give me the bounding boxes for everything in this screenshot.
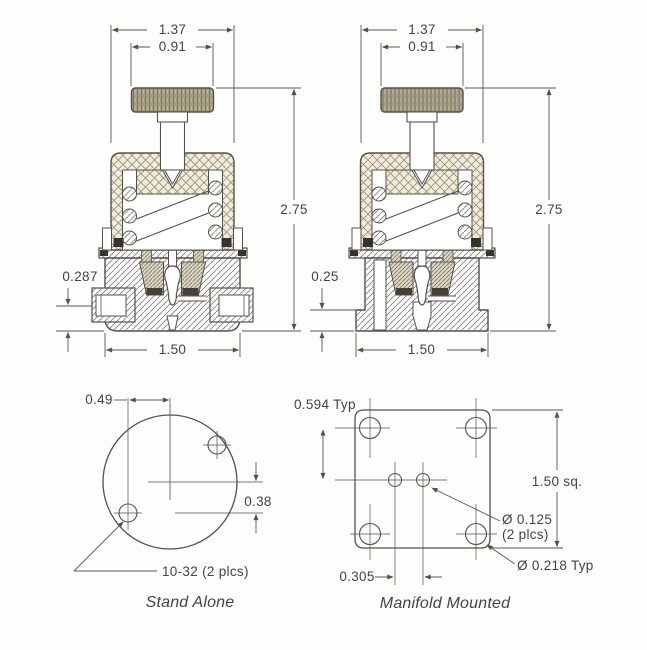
dim-overall-width-right: 1.37 [408, 22, 436, 37]
caption-stand-alone: Stand Alone [145, 594, 235, 611]
label-thread-size: 10-32 (2 plcs) [162, 564, 249, 579]
dim-square-size: 1.50 sq. [531, 474, 583, 489]
label-corner-hole-diameter: Ø 0.218 Typ [517, 558, 594, 573]
dim-port-height-left: 0.287 [62, 269, 98, 284]
dim-overall-width-left: 1.37 [158, 22, 187, 37]
dim-height-left: 2.75 [280, 202, 308, 217]
dim-hole-offset-y: 0.38 [244, 494, 272, 509]
label-small-hole-diameter: Ø 0.125 [502, 512, 553, 527]
caption-manifold-mounted: Manifold Mounted [379, 595, 511, 612]
label-small-hole-places: (2 plcs) [502, 527, 549, 542]
bottom-view-stand-alone [74, 392, 272, 611]
dim-base-width-right: 1.50 [407, 342, 436, 357]
dim-height-right: 2.75 [535, 202, 563, 217]
valve-upper-section [352, 88, 492, 250]
dim-hole-pitch: 0.594 Typ [294, 397, 356, 412]
dim-port-spacing: 0.305 [339, 569, 375, 584]
valve-upper-section [103, 88, 243, 250]
front-view-manifold [310, 22, 563, 357]
dim-base-width-left: 1.50 [158, 342, 187, 357]
dim-hole-offset-x: 0.49 [85, 392, 113, 407]
front-view-stand-alone [56, 22, 308, 357]
dim-step-height-right: 0.25 [311, 269, 339, 284]
manifold-supply-passage [374, 260, 386, 330]
dim-knob-width-left: 0.91 [158, 39, 187, 54]
dim-knob-width-right: 0.91 [408, 39, 436, 54]
bottom-view-manifold [294, 397, 594, 612]
base-outline-square [355, 410, 490, 548]
